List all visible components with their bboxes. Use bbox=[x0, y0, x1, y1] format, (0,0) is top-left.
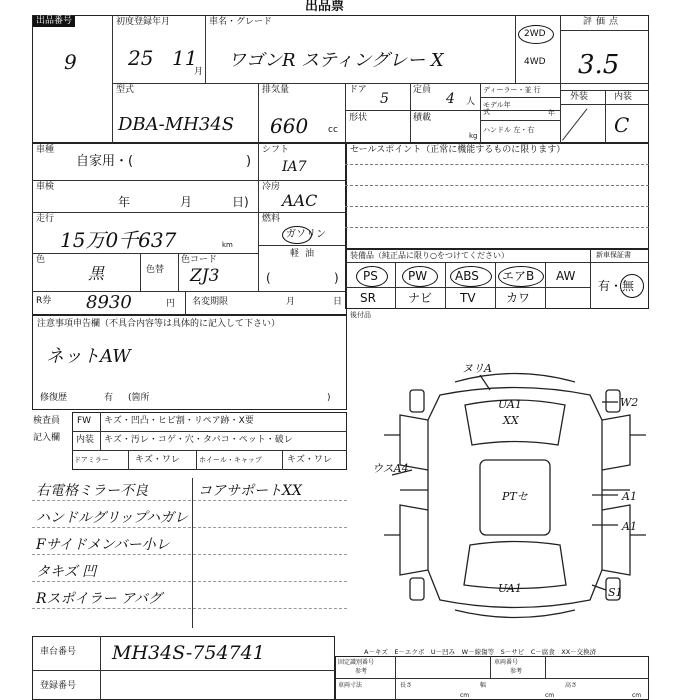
lot-label: 出品番号 bbox=[33, 16, 75, 27]
equip-leather: カワ bbox=[506, 291, 531, 305]
fuel-label: 燃料 bbox=[262, 214, 281, 224]
dealer-label: ディーラー・並 行 bbox=[483, 86, 541, 94]
drive-4wd: 4WD bbox=[524, 57, 546, 67]
remark-right-1: コアサポートXX bbox=[198, 483, 302, 499]
equip-aw: AW bbox=[556, 269, 576, 283]
check-wheel-label: ホイール・キャップ bbox=[199, 456, 262, 464]
type-close: ) bbox=[246, 154, 252, 169]
car-name: ワゴンR スティングレー X bbox=[228, 50, 444, 71]
sales-block bbox=[345, 143, 649, 249]
equip-pw: PW bbox=[408, 269, 428, 283]
interior-label: 内装 bbox=[614, 92, 633, 102]
sales-label: セールスポイント（正常に機能するものに限ります） bbox=[350, 145, 566, 155]
width-label: 幅 bbox=[480, 682, 487, 689]
check-mirror: キズ・ワレ bbox=[135, 455, 180, 465]
model-value: DBA-MH34S bbox=[118, 114, 235, 135]
lot-number: 9 bbox=[64, 50, 77, 74]
first-reg-label: 初度登録年月 bbox=[116, 17, 171, 27]
diagram-label-9: UA1 bbox=[498, 582, 522, 595]
mileage-value: 15万0千637 bbox=[60, 228, 177, 252]
inspection-year: 年 bbox=[118, 195, 131, 209]
type-value: 自家用・( bbox=[76, 154, 134, 169]
equip-abs-circle bbox=[450, 266, 492, 287]
color-label: 色 bbox=[36, 255, 46, 265]
warranty-label: 新車保証書 bbox=[596, 251, 631, 259]
car-name-label: 車名・グレード bbox=[209, 17, 273, 27]
diagram-label-7: A1 bbox=[622, 490, 637, 503]
mileage-label: 走行 bbox=[36, 214, 55, 224]
diagram-label-10: S1 bbox=[608, 586, 623, 599]
inspection-month: 月 bbox=[180, 195, 193, 209]
doors-value: 5 bbox=[380, 91, 389, 107]
model-label: 型式 bbox=[116, 85, 135, 95]
score-label: 評価点 bbox=[583, 17, 623, 27]
diagram-label-5: ウスA4 bbox=[372, 462, 409, 475]
damage-legend: A－キズ E－エクボ U－凹み W－線傷等 S－サビ C－腐食 XX－交換済 bbox=[364, 648, 597, 656]
capacity-label: 定員 bbox=[413, 85, 432, 95]
fuel-value: ガソリン bbox=[286, 229, 326, 240]
check-fw: キズ・凹凸・ヒビ割・リペア跡・X要 bbox=[104, 416, 254, 426]
height-cm: cm bbox=[632, 692, 642, 699]
equip-ps: PS bbox=[363, 269, 378, 283]
fuel-circle bbox=[282, 226, 312, 244]
height-label: 高さ bbox=[565, 682, 578, 689]
repair-label: 修復歴 bbox=[40, 393, 68, 403]
deadline-month: 月 bbox=[286, 297, 296, 307]
diagram-label-1: ヌリA bbox=[462, 362, 492, 375]
width-cm: cm bbox=[545, 692, 555, 699]
first-reg-year: 25 bbox=[128, 46, 154, 70]
remark-left-5: Rスポイラー アバグ bbox=[36, 591, 162, 607]
kg-unit: kg bbox=[469, 132, 478, 140]
doors-label: ドア bbox=[349, 85, 367, 95]
fixed-id-label: 固定識別番号 bbox=[338, 659, 375, 666]
yen-unit: 円 bbox=[166, 299, 176, 309]
equip-abs: ABS bbox=[455, 269, 479, 283]
inspection-day: 日) bbox=[232, 195, 249, 209]
chassis-label: 車台番号 bbox=[40, 647, 77, 657]
repair-value: 有 bbox=[104, 393, 114, 403]
equip-navi: ナビ bbox=[408, 291, 433, 305]
name-deadline-label: 名変期限 bbox=[192, 297, 229, 307]
type-label: 車種 bbox=[36, 145, 55, 155]
remark-left-1: 右電格ミラー不良 bbox=[36, 483, 148, 499]
first-reg-month-unit: 月 bbox=[194, 67, 204, 77]
shift-label: シフト bbox=[262, 145, 290, 155]
vehicle-number-label: 車両番号 bbox=[494, 659, 519, 666]
equipment-label: 装備品（純正品に限り○をつけてください） bbox=[350, 251, 509, 260]
sheet-title: 出品票 bbox=[305, 0, 345, 14]
diagram-label-8: A1 bbox=[622, 520, 637, 533]
reg-label: 登録番号 bbox=[40, 681, 77, 691]
notes-label: 注意事項申告欄（不具合内容等は具体的に記入して下さい） bbox=[37, 319, 281, 329]
ac-value: AAC bbox=[282, 191, 318, 210]
repair-location: (箇所 bbox=[128, 393, 150, 403]
km-unit: km bbox=[222, 241, 233, 249]
recycle-label: R券 bbox=[36, 296, 52, 306]
inspector-label: 検査員 bbox=[33, 416, 61, 426]
displacement-label: 排気量 bbox=[262, 85, 290, 95]
length-cm: cm bbox=[460, 692, 470, 699]
handle-label: ハンドル 左・右 bbox=[483, 126, 535, 134]
equip-sr: SR bbox=[360, 291, 376, 305]
color-value: 黒 bbox=[88, 264, 105, 283]
equip-airbag: エアB bbox=[502, 269, 535, 283]
model-year-label: モデル年式 bbox=[483, 101, 511, 116]
color-code-label: 色コード bbox=[181, 255, 218, 265]
check-interior-label: 内装 bbox=[76, 435, 95, 445]
warranty-circle bbox=[620, 274, 644, 298]
diagram-label-4: W2 bbox=[620, 396, 639, 409]
check-fw-label: FW bbox=[77, 416, 92, 426]
vehicle-number-ref: 参考 bbox=[510, 668, 523, 675]
aftermarket-label: 後付品 bbox=[350, 311, 371, 319]
diesel-close: ) bbox=[334, 271, 339, 285]
first-reg-month: 11 bbox=[172, 46, 198, 70]
shade-label: 色替 bbox=[146, 265, 165, 275]
fixed-id-ref: 参考 bbox=[355, 668, 368, 675]
equip-tv: TV bbox=[460, 291, 476, 305]
drive-2wd-circle bbox=[518, 25, 554, 44]
chassis-value: MH34S-754741 bbox=[112, 642, 265, 664]
displacement-value: 660 bbox=[270, 114, 309, 138]
equip-ps-circle bbox=[356, 266, 388, 287]
diagram-label-3: XX bbox=[503, 414, 519, 427]
diesel-open: ( bbox=[266, 271, 271, 285]
model-year-unit: 年 bbox=[548, 109, 555, 117]
diesel-label: 軽油 bbox=[290, 249, 321, 259]
load-label: 積載 bbox=[413, 113, 432, 123]
length-label: 長さ bbox=[400, 682, 413, 689]
warranty-value: 有・無 bbox=[598, 279, 635, 293]
equip-pw-circle bbox=[402, 266, 438, 287]
size-label: 車両寸法 bbox=[338, 682, 363, 689]
recycle-value: 8930 bbox=[86, 292, 132, 313]
shift-value: IA7 bbox=[282, 159, 307, 175]
ac-label: 冷房 bbox=[262, 182, 281, 192]
exterior-label: 外装 bbox=[570, 92, 589, 102]
record-label: 記入欄 bbox=[33, 433, 61, 443]
check-mirror-label: ドアミラー bbox=[74, 456, 109, 464]
capacity-value: 4 bbox=[446, 91, 455, 107]
remark-left-3: Fサイドメンバー小レ bbox=[36, 537, 170, 553]
check-wheel: キズ・ワレ bbox=[287, 455, 332, 465]
drive-2wd: 2WD bbox=[524, 29, 546, 39]
interior-grade: C bbox=[614, 113, 630, 137]
color-code: ZJ3 bbox=[190, 266, 220, 286]
notes-text: ネットAW bbox=[46, 346, 131, 367]
diagram-label-2: UA1 bbox=[498, 398, 522, 411]
repair-close: ) bbox=[327, 393, 331, 403]
remark-left-4: タキズ 凹 bbox=[36, 564, 97, 580]
equip-airbag-circle bbox=[498, 266, 544, 287]
deadline-day: 日 bbox=[333, 297, 343, 307]
inspection-label: 車検 bbox=[36, 182, 55, 192]
diagram-label-6: PTセ bbox=[502, 490, 528, 503]
car-damage-diagram bbox=[370, 360, 660, 630]
shape-label: 形状 bbox=[349, 113, 368, 123]
check-interior: キズ・汚レ・コゲ・穴・タバコ・ペット・破レ bbox=[104, 435, 293, 445]
cc-unit: cc bbox=[328, 125, 338, 135]
capacity-unit: 人 bbox=[466, 97, 476, 107]
score-value: 3.5 bbox=[578, 50, 620, 80]
remark-left-2: ハンドルグリップハガレ bbox=[36, 510, 189, 526]
